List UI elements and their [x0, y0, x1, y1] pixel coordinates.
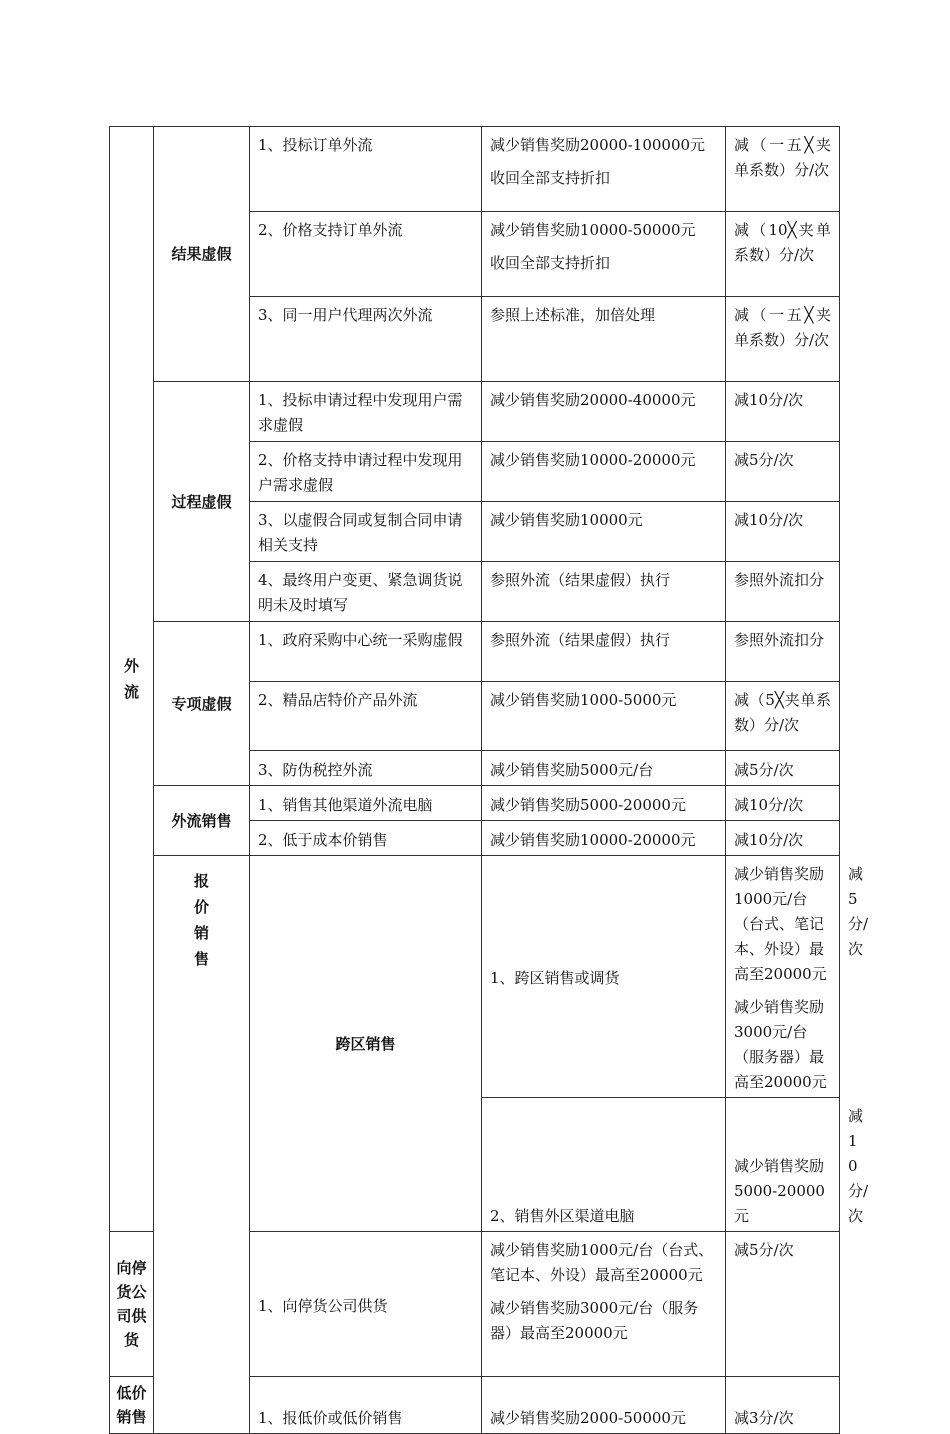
item-cell: 2、精品店特价产品外流 — [250, 682, 482, 751]
score-cell: 减5分/次 — [726, 442, 840, 502]
table-row — [110, 786, 840, 821]
category-label: 报价销售 — [193, 872, 209, 968]
score-cell: 减（一五╳夹单系数）分/次 — [726, 127, 840, 212]
penalty-cell — [482, 212, 726, 297]
score-cell: 减3分/次 — [726, 1377, 840, 1434]
group-cell — [154, 786, 250, 856]
group-label: 结果虚假 — [171, 245, 232, 263]
penalty-cell: 减少销售奖励10000-20000元 — [482, 442, 726, 502]
item-cell: 2、价格支持订单外流 — [250, 212, 482, 297]
item-cell: 1、报低价或低价销售 — [250, 1377, 482, 1434]
penalty-table — [109, 126, 869, 1434]
score-cell: 减10分/次 — [726, 821, 840, 856]
score-cell: 减（10╳夹单系数）分/次 — [726, 212, 840, 297]
group-cell — [110, 1232, 154, 1377]
item-cell: 1、投标申请过程中发现用户需求虚假 — [250, 382, 482, 442]
score-cell: 减5分/次 — [726, 1232, 840, 1377]
score-cell: 减10分/次 — [726, 502, 840, 562]
penalty-line: 减少销售奖励3000元/台（服务器）最高至20000元 — [490, 1299, 699, 1342]
item-cell: 2、低于成本价销售 — [250, 821, 482, 856]
item-cell: 1、销售其他渠道外流电脑 — [250, 786, 482, 821]
item-cell: 1、政府采购中心统一采购虚假 — [250, 622, 482, 682]
group-cell — [250, 856, 482, 1232]
penalty-line: 收回全部支持折扣 — [490, 169, 611, 187]
penalty-cell: 减少销售奖励5000元/台 — [482, 751, 726, 786]
penalty-line: 减少销售奖励3000元/台（服务器）最高至20000元 — [734, 998, 827, 1091]
table-row: 2、销售外区渠道电脑 减少销售奖励5000-20000元 减10分/次 — [110, 1098, 840, 1232]
item-cell: 3、防伪税控外流 — [250, 751, 482, 786]
penalty-cell — [482, 1232, 726, 1377]
group-cell — [154, 622, 250, 786]
group-cell — [154, 382, 250, 622]
score-cell: 参照外流扣分 — [726, 562, 840, 622]
penalty-cell: 减少销售奖励10000元 — [482, 502, 726, 562]
group-label: 跨区销售 — [335, 1034, 396, 1053]
item-cell: 3、同一用户代理两次外流 — [250, 297, 482, 382]
score-cell: 减（一五╳夹单系数）分/次 — [726, 297, 840, 382]
penalty-cell: 减少销售奖励20000-40000元 — [482, 382, 726, 442]
score-cell: 减10分/次 — [726, 382, 840, 442]
penalty-cell: 减少销售奖励5000-20000元 — [482, 786, 726, 821]
penalty-line: 减少销售奖励1000元/台（台式、笔记本、外设）最高至20000元 — [490, 1241, 714, 1284]
item-cell: 1、跨区销售或调货 — [482, 856, 726, 1098]
penalty-cell — [726, 856, 840, 1098]
item-cell: 2、销售外区渠道电脑 — [482, 1098, 726, 1232]
category-label: 外流 — [123, 657, 139, 701]
score-cell: 减（5╳夹单系数）分/次 — [726, 682, 840, 751]
item-cell: 2、价格支持申请过程中发现用户需求虚假 — [250, 442, 482, 502]
penalty-cell: 减少销售奖励5000-20000元 — [726, 1098, 840, 1232]
table-row — [110, 382, 840, 442]
page — [109, 126, 869, 1434]
penalty-line: 收回全部支持折扣 — [490, 254, 611, 272]
group-label: 专项虚假 — [171, 694, 232, 713]
group-label: 过程虚假 — [171, 492, 232, 511]
penalty-cell — [482, 127, 726, 212]
penalty-line: 减少销售奖励10000-50000元 — [490, 221, 696, 239]
table-row — [110, 622, 840, 682]
category-cell — [154, 856, 250, 1434]
score-cell: 参照外流扣分 — [726, 622, 840, 682]
group-cell — [110, 1377, 154, 1434]
penalty-line: 减少销售奖励1000元/台（台式、笔记本、外设）最高至20000元 — [734, 865, 827, 983]
penalty-cell: 减少销售奖励1000-5000元 — [482, 682, 726, 751]
penalty-cell: 参照外流（结果虚假）执行 — [482, 622, 726, 682]
penalty-cell: 减少销售奖励2000-50000元 — [482, 1377, 726, 1434]
score-cell: 减5分/次 — [726, 751, 840, 786]
table-row: 报价销售 跨区销售 1、跨区销售或调货 减少销售奖励1000元/台（台式、笔记本、外设）最高至20000元 减少销售奖励3000元/台（服务器）最高至20000元 减5分/次 — [110, 856, 840, 1098]
group-label: 向停货公司供货 — [116, 1259, 147, 1349]
penalty-cell — [482, 297, 726, 382]
table-row — [110, 127, 840, 212]
penalty-line: 减少销售奖励20000-100000元 — [490, 136, 706, 154]
score-cell: 减10分/次 — [726, 786, 840, 821]
item-cell: 3、以虚假合同或复制合同申请相关支持 — [250, 502, 482, 562]
item-cell: 1、投标订单外流 — [250, 127, 482, 212]
item-cell: 4、最终用户变更、紧急调货说明未及时填写 — [250, 562, 482, 622]
penalty-line: 参照上述标准，加倍处理 — [490, 306, 656, 324]
group-label: 低价销售 — [116, 1384, 147, 1426]
group-cell — [154, 127, 250, 382]
penalty-cell: 减少销售奖励10000-20000元 — [482, 821, 726, 856]
group-label: 外流销售 — [171, 811, 232, 830]
category-cell — [110, 127, 154, 1232]
item-cell: 1、向停货公司供货 — [250, 1232, 482, 1377]
penalty-cell: 参照外流（结果虚假）执行 — [482, 562, 726, 622]
